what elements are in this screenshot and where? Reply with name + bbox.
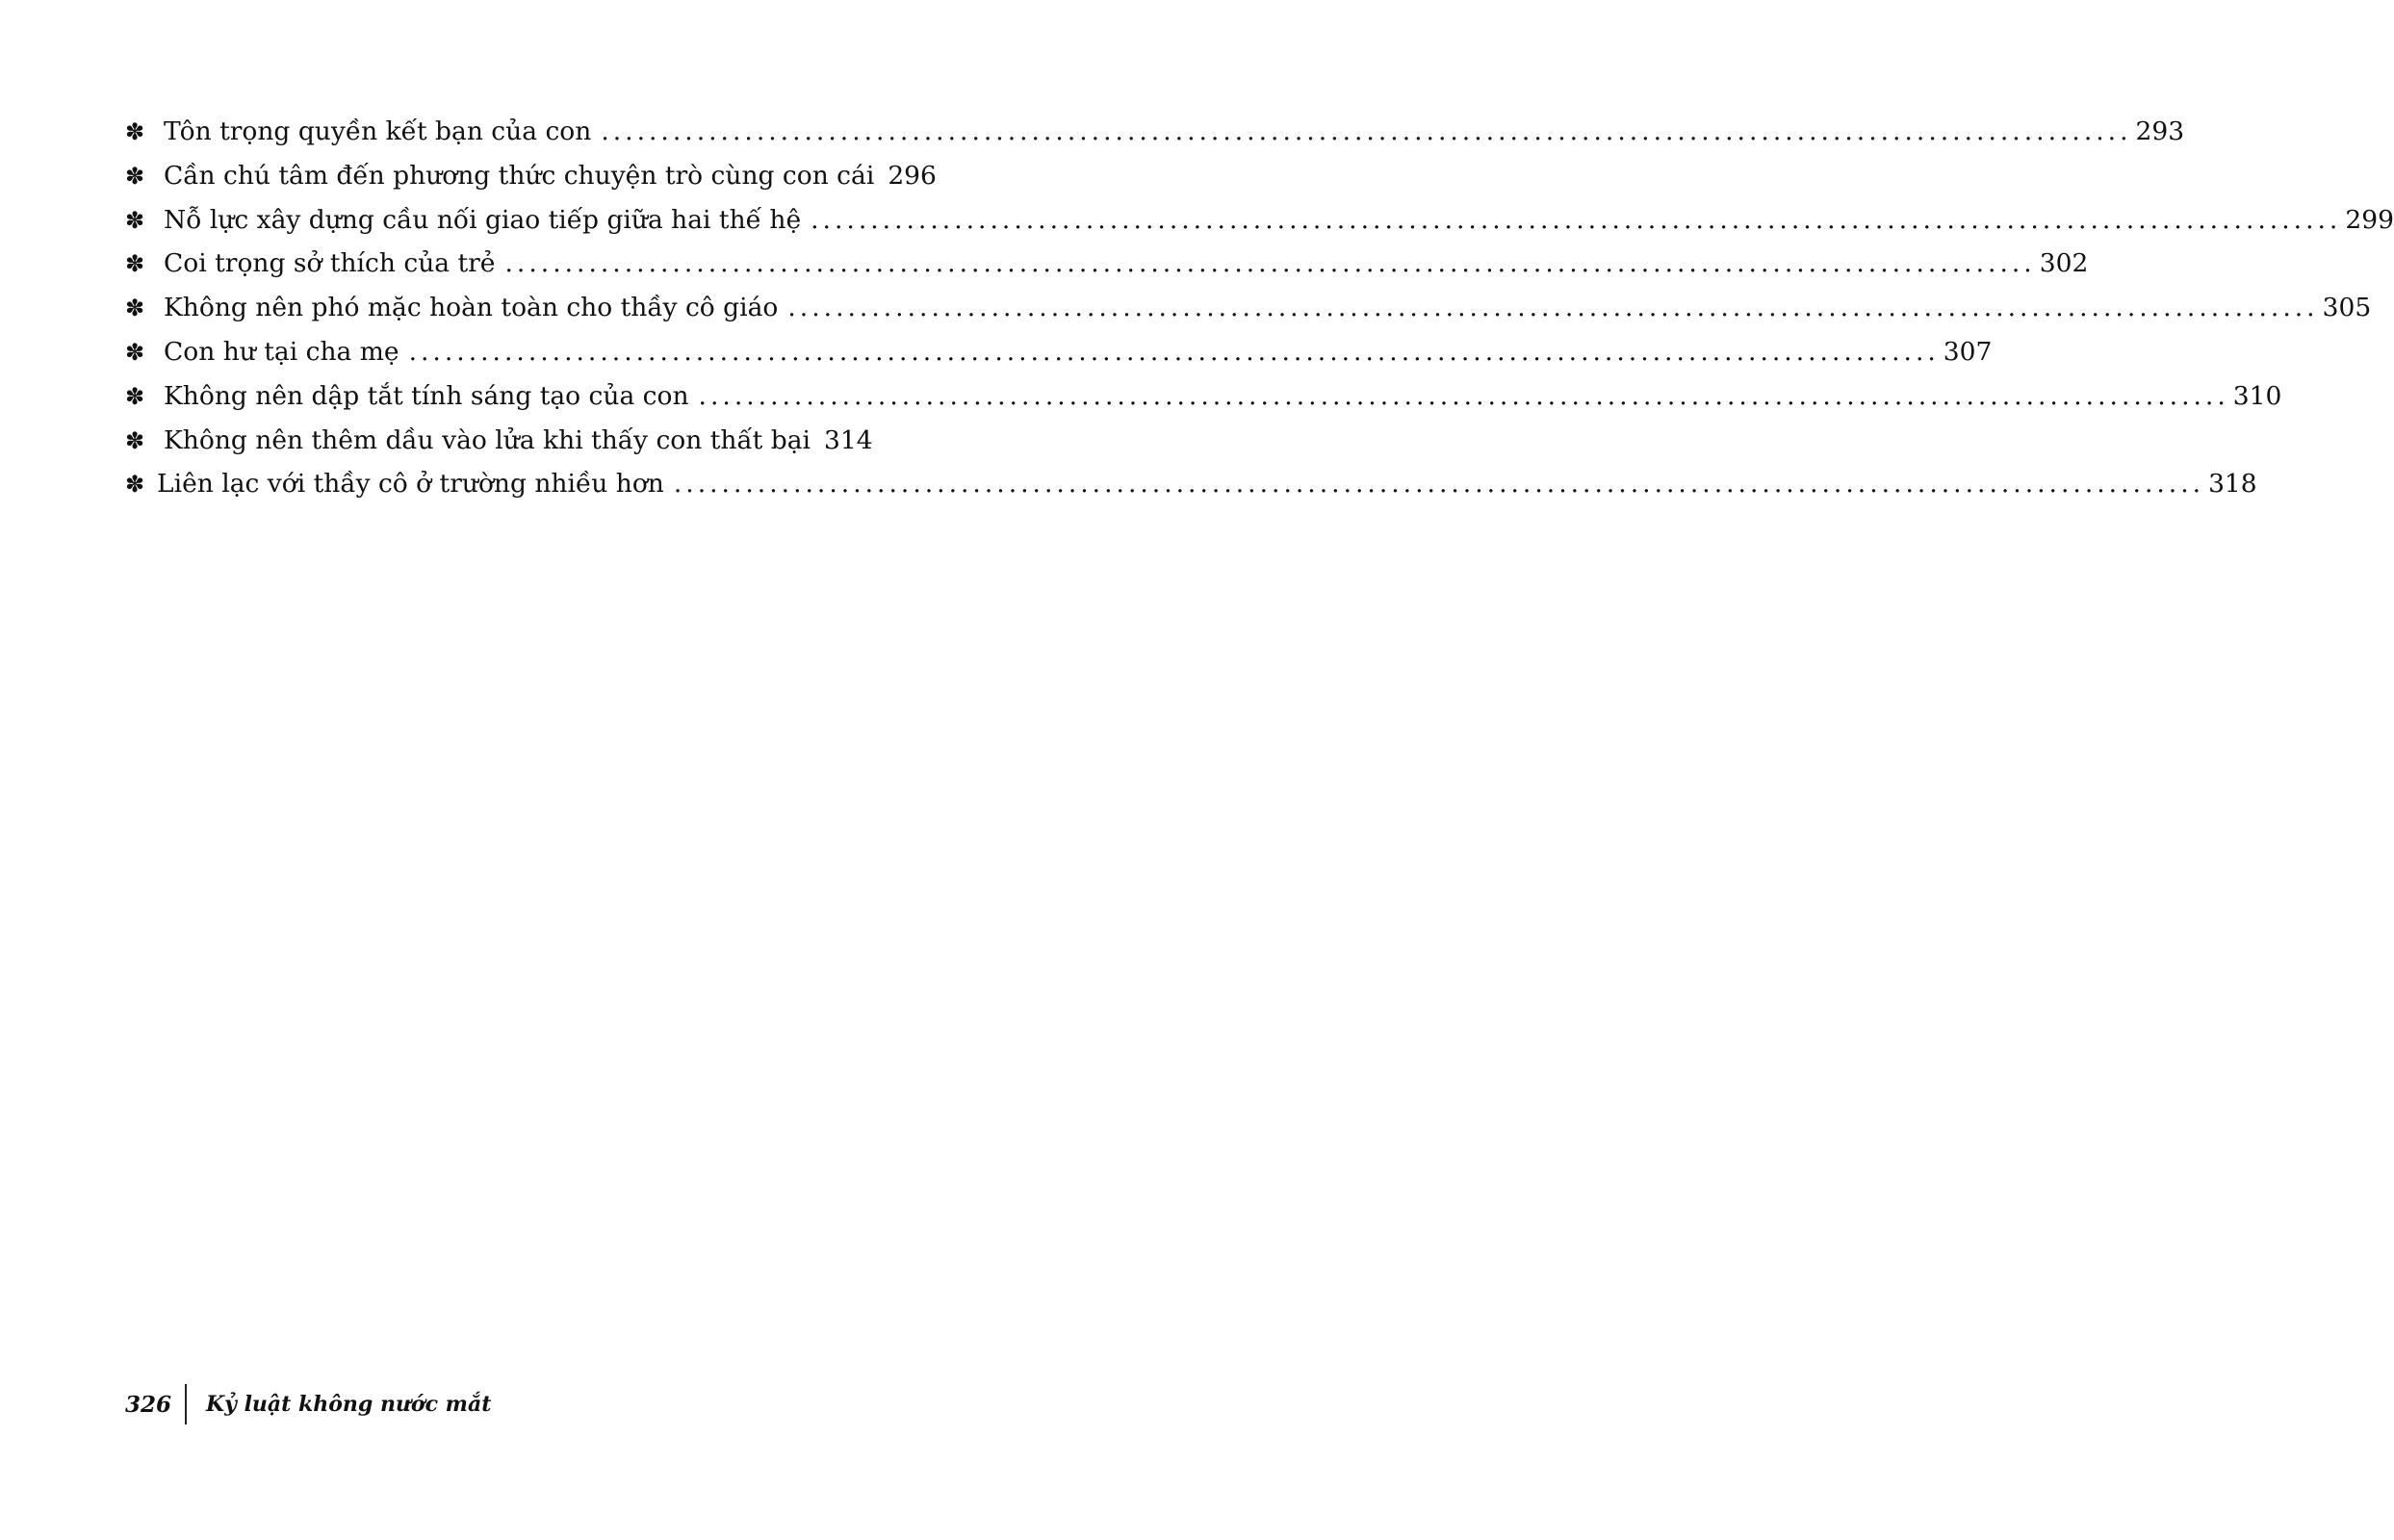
toc-entry bbox=[125, 198, 2394, 243]
toc-entry bbox=[125, 110, 2185, 154]
dot-leader: ................................................................................................................................ bbox=[504, 248, 2036, 279]
page-footer bbox=[125, 1382, 491, 1426]
toc-entry-page: 318 bbox=[2208, 469, 2257, 500]
dot-leader: ................................................................................................................................ bbox=[601, 116, 2132, 146]
page-number: 326 bbox=[125, 1391, 172, 1418]
toc-entry-title: Nỗ lực xây dựng cầu nối giao tiếp giữa hai thế hệ bbox=[164, 204, 802, 235]
flower-bullet-icon: ✽ bbox=[125, 295, 145, 322]
table-of-contents bbox=[125, 110, 2394, 506]
flower-bullet-icon: ✽ bbox=[125, 471, 145, 499]
flower-bullet-icon: ✽ bbox=[125, 426, 145, 454]
toc-entry-title: Tôn trọng quyền kết bạn của con bbox=[164, 116, 592, 146]
toc-entry-title: Không nên dập tắt tính sáng tạo của con bbox=[164, 380, 689, 411]
dot-leader: ................................................................................................................................ bbox=[811, 204, 2342, 235]
toc-entry-page: 307 bbox=[1943, 336, 1993, 367]
toc-entry-title: Liên lạc với thầy cô ở trường nhiều hơn bbox=[157, 469, 664, 500]
flower-bullet-icon: ✽ bbox=[125, 118, 145, 145]
toc-entry-page: 293 bbox=[2135, 116, 2185, 146]
dot-leader: ................................................................................................................................ bbox=[673, 469, 2205, 500]
toc-entry bbox=[125, 242, 2089, 286]
toc-entry-title: Coi trọng sở thích của trẻ bbox=[164, 248, 496, 279]
toc-entry-page: 299 bbox=[2345, 204, 2394, 235]
flower-bullet-icon: ✽ bbox=[125, 338, 145, 366]
toc-entry-page: 310 bbox=[2232, 380, 2282, 411]
toc-entry bbox=[125, 419, 872, 463]
flower-bullet-icon: ✽ bbox=[125, 162, 145, 190]
toc-entry-page: 305 bbox=[2322, 293, 2372, 323]
toc-entry-page: 296 bbox=[888, 160, 937, 191]
toc-entry bbox=[125, 154, 937, 198]
toc-entry bbox=[125, 330, 1993, 374]
dot-leader: ................................................................................................................................ bbox=[787, 293, 2319, 323]
toc-entry bbox=[125, 286, 2372, 330]
toc-entry-title: Không nên thêm dầu vào lửa khi thấy con thất bại bbox=[164, 424, 811, 455]
toc-entry bbox=[125, 374, 2282, 419]
toc-entry-title: Cần chú tâm đến phương thức chuyện trò cùng con cái bbox=[164, 160, 875, 191]
toc-entry bbox=[125, 462, 2257, 506]
toc-entry-title: Con hư tại cha mẹ bbox=[164, 336, 399, 367]
dot-leader: ................................................................................................................................ bbox=[698, 380, 2229, 411]
flower-bullet-icon: ✽ bbox=[125, 382, 145, 410]
toc-entry-page: 314 bbox=[824, 424, 873, 455]
flower-bullet-icon: ✽ bbox=[125, 250, 145, 278]
footer-divider bbox=[185, 1384, 187, 1424]
dot-leader: ................................................................................................................................ bbox=[408, 336, 1940, 367]
running-title: Kỷ luật không nước mắt bbox=[206, 1392, 492, 1417]
toc-entry-title: Không nên phó mặc hoàn toàn cho thầy cô giáo bbox=[164, 293, 779, 323]
flower-bullet-icon: ✽ bbox=[125, 206, 145, 234]
toc-entry-page: 302 bbox=[2039, 248, 2089, 279]
